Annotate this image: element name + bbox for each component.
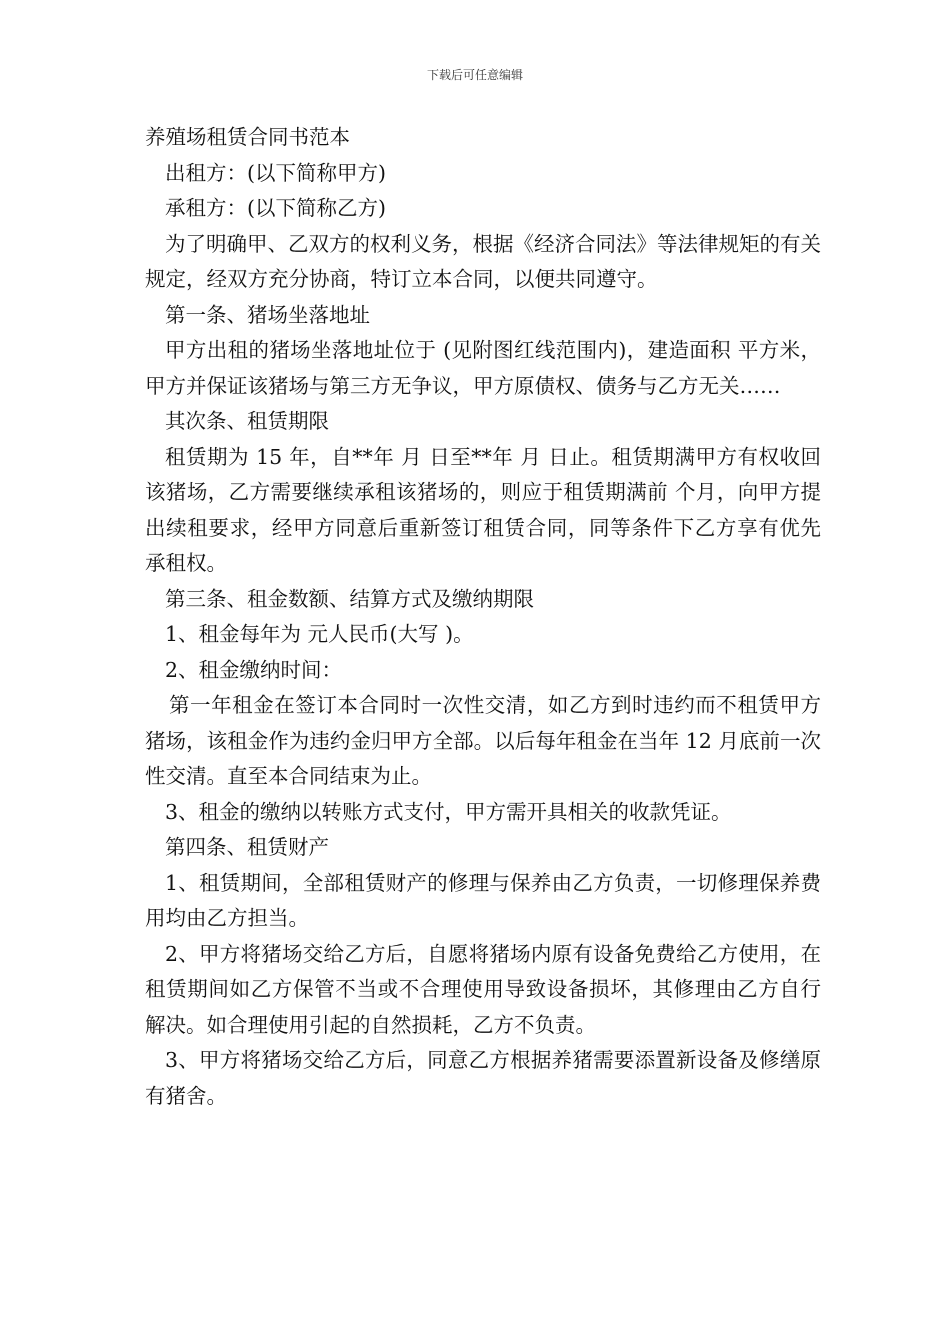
page-header: 下载后可任意编辑	[426, 68, 523, 82]
article-3-item-3: 3、租金的缴纳以转账方式支付，甲方需开具相关的收款凭证。	[165, 799, 732, 824]
article-3-item-2-body: 第一年租金在签订本合同时一次性交清，如乙方到时违约而不租赁甲方猪场，该租金作为违约金归甲方全部。以后每年租金在当年 12 月底前一次性交清。直至本合同结束为止。	[145, 693, 821, 788]
article-3-item-1: 1、租金每年为 元人民币(大写 )。	[165, 622, 474, 646]
article-1-body: 甲方出租的猪场坐落地址位于 (见附图红线范围内)，建造面积 平方米，甲方并保证该猪场与第三方无争议，甲方原债权、债务与乙方无关……	[145, 338, 821, 398]
article-1-heading: 第一条、猪场坐落地址	[165, 302, 370, 327]
article-4-item-3: 3、甲方将猪场交给乙方后，同意乙方根据养猪需要添置新设备及修缮原有猪舍。	[145, 1048, 821, 1108]
article-3-item-2: 2、租金缴纳时间：	[165, 657, 343, 682]
article-2-body: 租赁期为 15 年，自**年 月 日至**年 月 日止。租赁期满甲方有权收回该猪场，乙方需要继续承租该猪场的，则应于租赁期满前 个月，向甲方提出续租要求，经甲方同意后重新签订租赁合同，同等条件下乙方享有优先承租权。	[145, 444, 821, 575]
document-body	[145, 120, 821, 1114]
document-title: 养殖场租赁合同书范本	[145, 125, 350, 149]
article-3-heading: 第三条、租金数额、结算方式及缴纳期限	[165, 586, 534, 611]
article-4-heading: 第四条、租赁财产	[165, 835, 329, 859]
paragraph-preamble: 为了明确甲、乙双方的权利义务，根据《经济合同法》等法律规矩的有关规定，经双方充分协商，特订立本合同，以便共同遵守。	[145, 231, 821, 291]
article-4-item-1: 1、租赁期间，全部租赁财产的修理与保养由乙方负责，一切修理保养费用均由乙方担当。	[145, 870, 821, 930]
paragraph-lessor: 出租方：(以下简称甲方)	[165, 160, 386, 185]
article-4-item-2: 2、甲方将猪场交给乙方后，自愿将猪场内原有设备免费给乙方使用，在租赁期间如乙方保管不当或不合理使用导致设备损坏，其修理由乙方自行解决。如合理使用引起的自然损耗，乙方不负责。	[145, 941, 821, 1037]
article-2-heading: 其次条、租赁期限	[165, 409, 329, 433]
paragraph-lessee: 承租方：(以下简称乙方)	[165, 196, 386, 220]
